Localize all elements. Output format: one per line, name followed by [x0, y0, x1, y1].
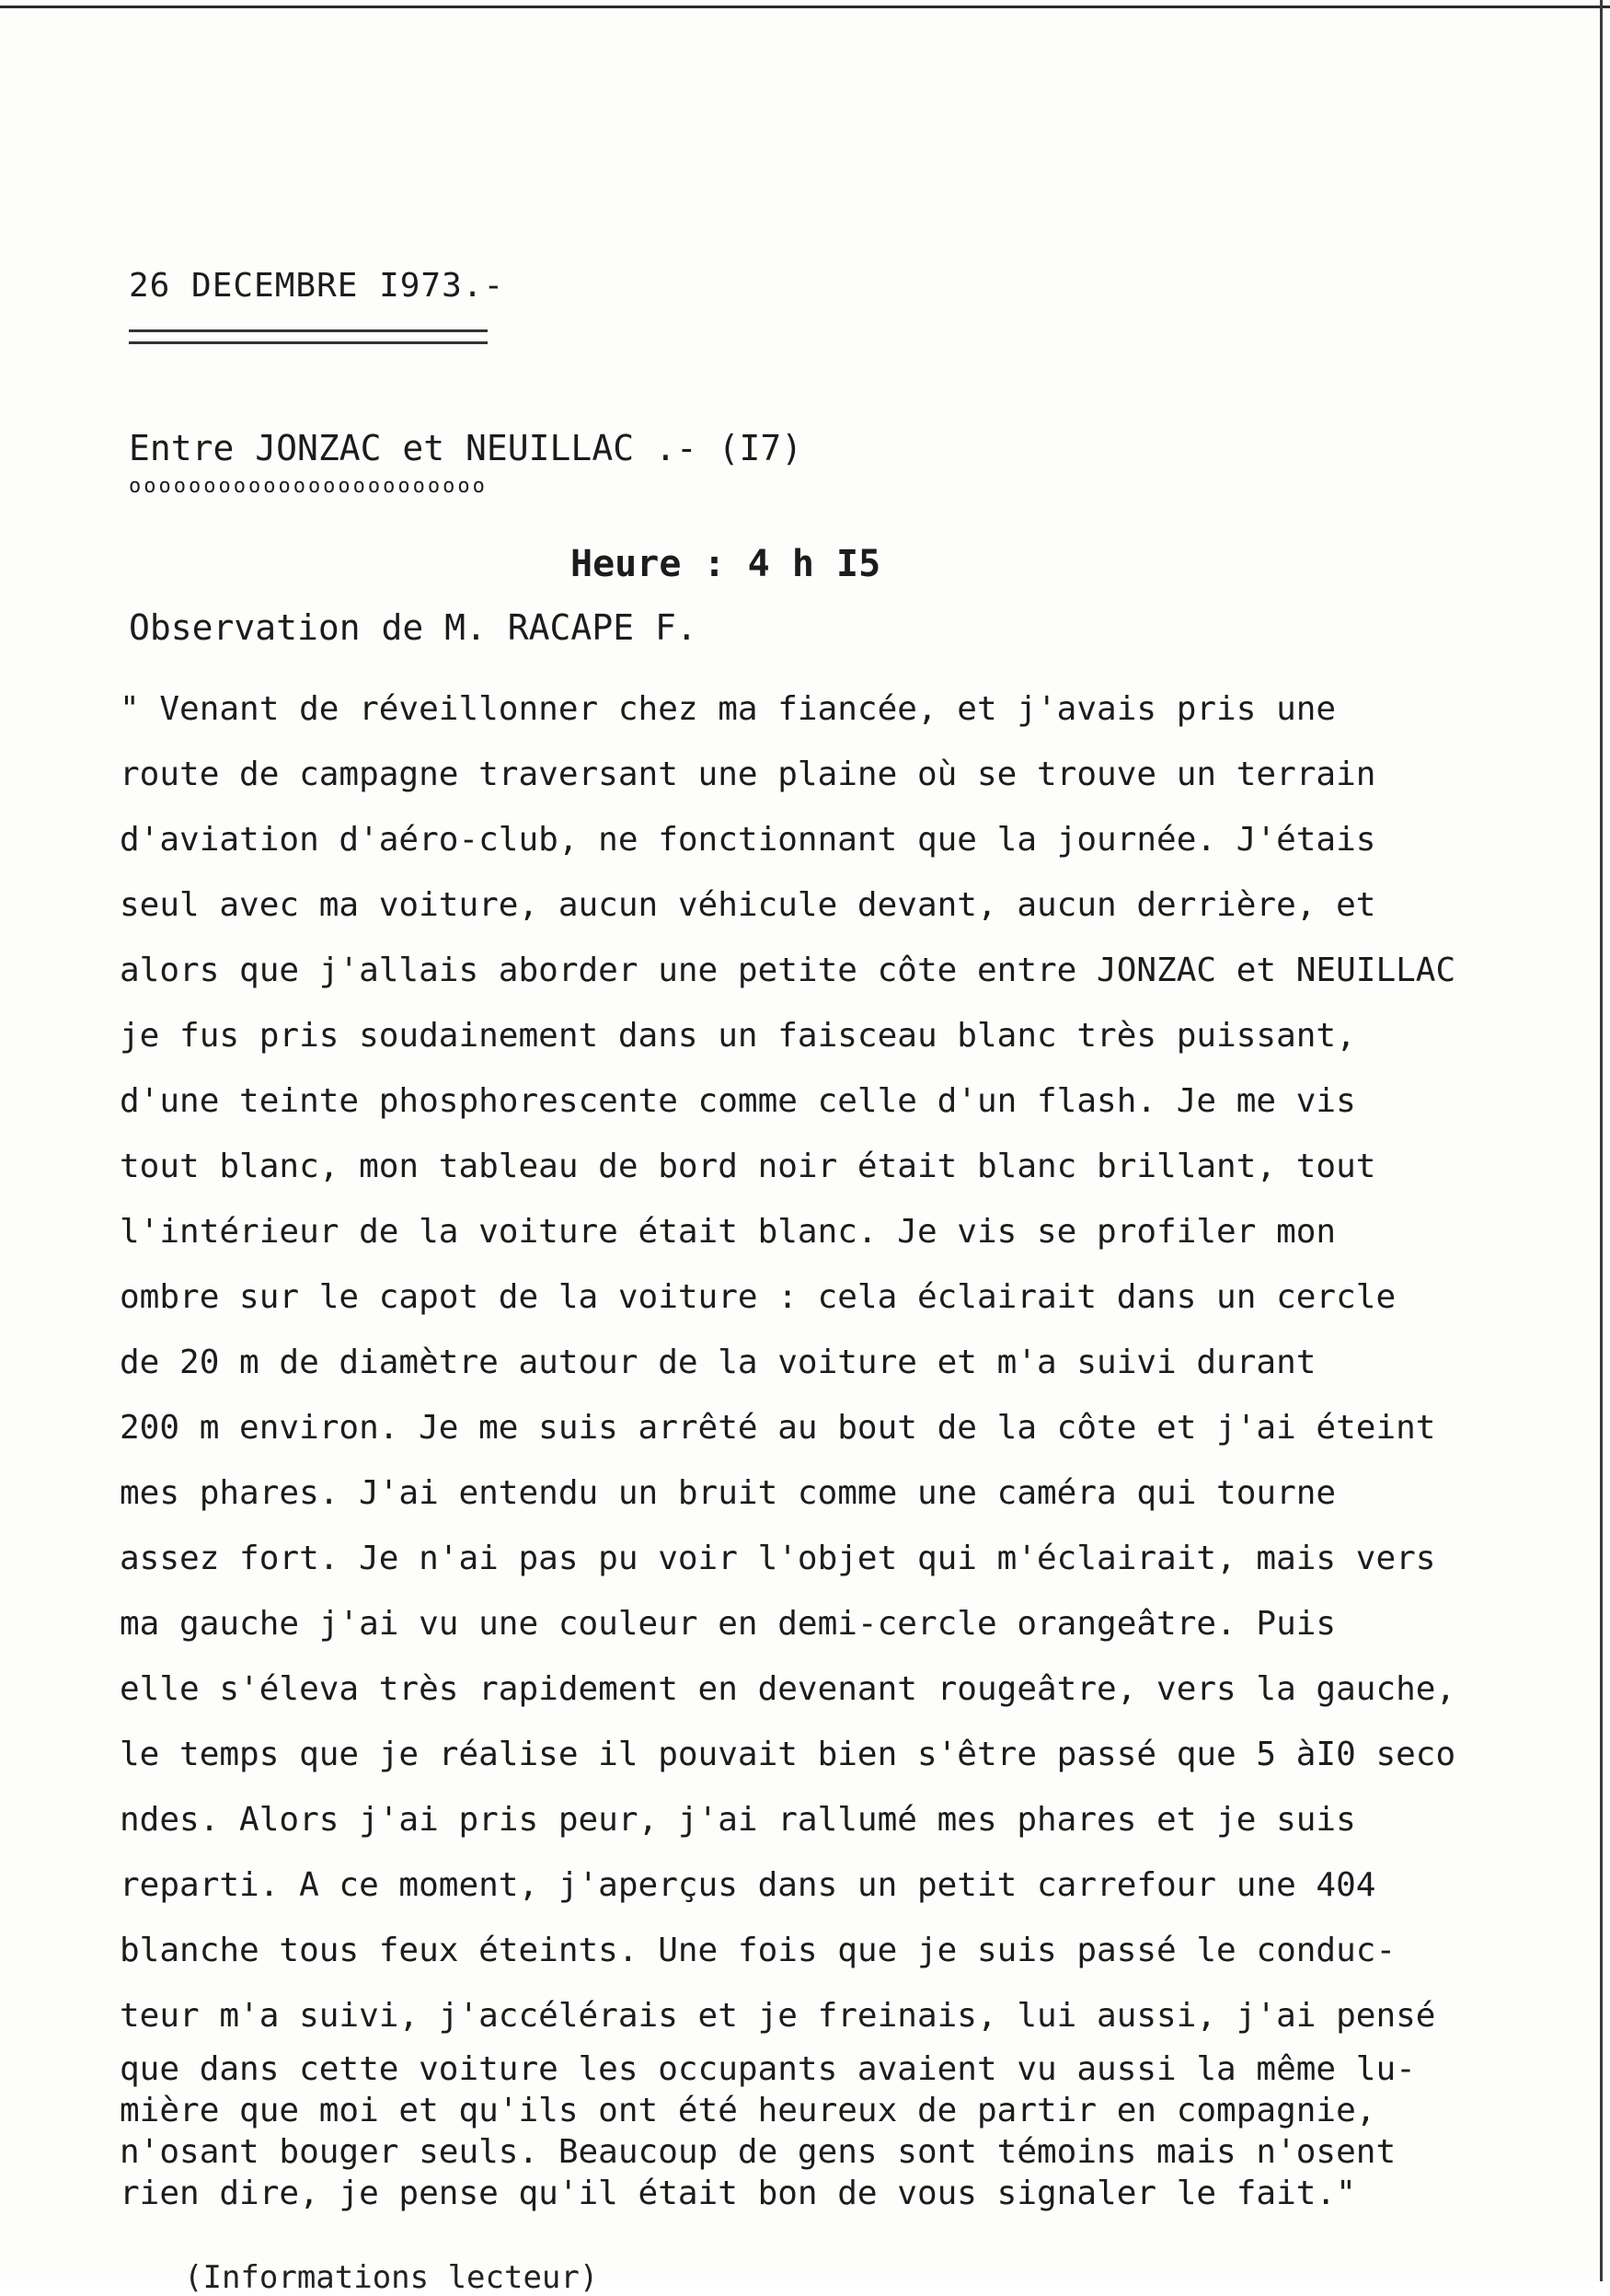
body-line: 200 m environ. Je me suis arrêté au bout de la côte et j'ai éteint	[120, 1409, 1436, 1447]
body-line: ombre sur le capot de la voiture : cela éclairait dans un cercle	[120, 1278, 1397, 1316]
testimony-body	[120, 676, 1573, 2214]
body-line: " Venant de réveillonner chez ma fiancée, et j'avais pris une	[120, 690, 1337, 728]
source-note: (Informations lecteur)	[184, 2259, 599, 2296]
body-line: blanche tous feux éteints. Une fois que je suis passé le conduc-	[120, 1932, 1397, 1969]
body-line: que dans cette voiture les occupants avaient vu aussi la même lu-	[120, 2050, 1416, 2088]
body-line: elle s'éleva très rapidement en devenant rougeâtre, vers la gauche,	[120, 1670, 1456, 1708]
body-line: alors que j'allais aborder une petite côte entre JONZAC et NEUILLAC	[120, 952, 1456, 989]
location-underline: oooooooooooooooooooooooo	[129, 475, 488, 498]
body-line: tout blanc, mon tableau de bord noir était blanc brillant, tout	[120, 1148, 1376, 1185]
body-line: de 20 m de diamètre autour de la voiture et m'a suivi durant	[120, 1344, 1317, 1381]
body-line: le temps que je réalise il pouvait bien s'être passé que 5 àI0 seco	[120, 1736, 1456, 1773]
location-heading: Entre JONZAC et NEUILLAC .- (I7)	[129, 428, 803, 468]
body-line: teur m'a suivi, j'accélérais et je freinais, lui aussi, j'ai pensé	[120, 1997, 1436, 2035]
body-line: je fus pris soudainement dans un faisceau blanc très puissant,	[120, 1017, 1356, 1055]
body-line: d'aviation d'aéro-club, ne fonctionnant que la journée. J'étais	[120, 821, 1376, 859]
time-heading: Heure : 4 h I5	[570, 543, 881, 585]
date-double-underline	[129, 329, 488, 344]
body-line: ndes. Alors j'ai pris peur, j'ai rallumé mes phares et je suis	[120, 1801, 1356, 1839]
document-date: 26 DECEMBRE I973.-	[129, 267, 505, 305]
right-border	[1600, 0, 1603, 2281]
body-line: mière que moi et qu'ils ont été heureux de partir en compagnie,	[120, 2092, 1376, 2129]
observer-heading: Observation de M. RACAPE F.	[129, 607, 697, 648]
body-line: ma gauche j'ai vu une couleur en demi-cercle orangeâtre. Puis	[120, 1605, 1337, 1643]
body-line: seul avec ma voiture, aucun véhicule devant, aucun derrière, et	[120, 886, 1376, 924]
top-border	[0, 6, 1610, 8]
body-line: reparti. A ce moment, j'aperçus dans un petit carrefour une 404	[120, 1866, 1376, 1904]
body-line: assez fort. Je n'ai pas pu voir l'objet qui m'éclairait, mais vers	[120, 1540, 1436, 1577]
body-line: mes phares. J'ai entendu un bruit comme une caméra qui tourne	[120, 1474, 1337, 1512]
body-line: rien dire, je pense qu'il était bon de vous signaler le fait."	[120, 2175, 1356, 2212]
body-line: route de campagne traversant une plaine où se trouve un terrain	[120, 756, 1376, 793]
body-line: l'intérieur de la voiture était blanc. Je vis se profiler mon	[120, 1213, 1337, 1251]
body-line: d'une teinte phosphorescente comme celle d'un flash. Je me vis	[120, 1082, 1356, 1120]
body-line: n'osant bouger seuls. Beaucoup de gens sont témoins mais n'osent	[120, 2133, 1397, 2171]
